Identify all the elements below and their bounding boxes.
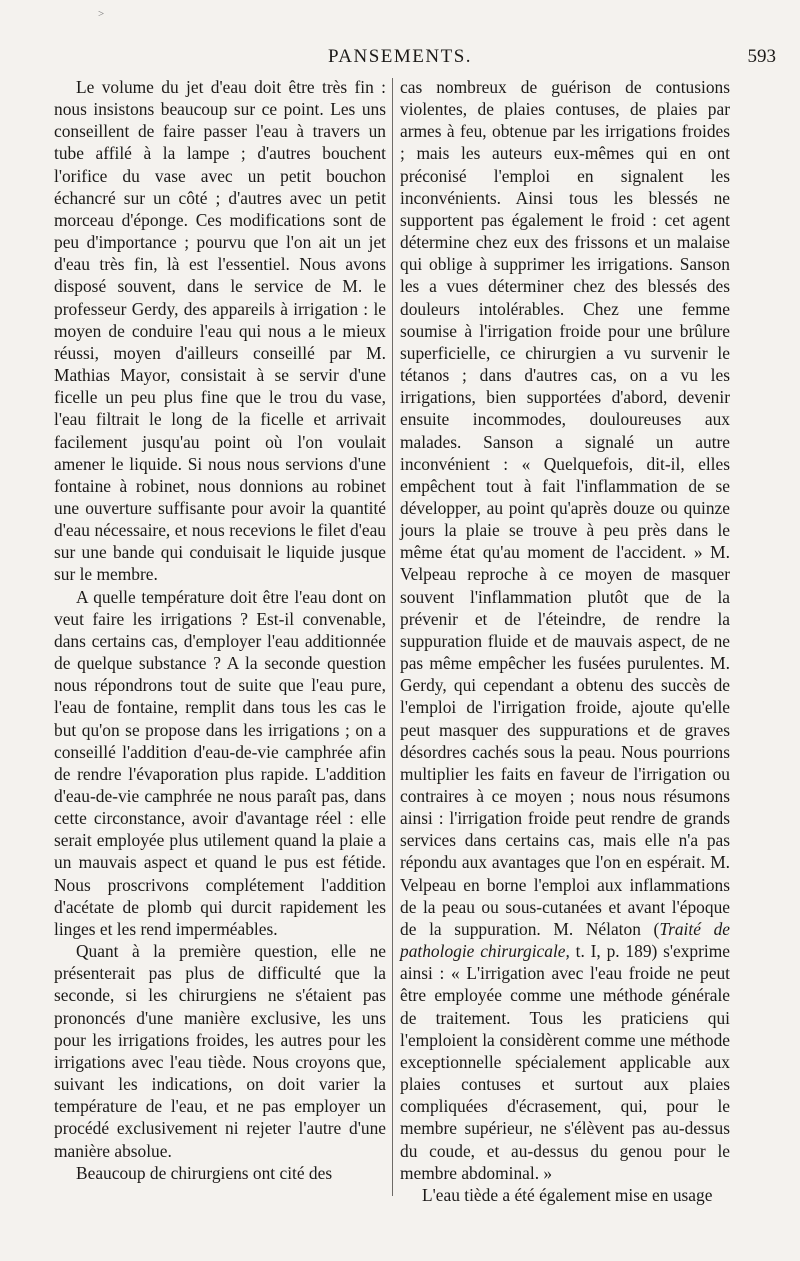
paragraph-first-question: Quant à la première question, elle ne présenterait pas plus de difficulté que la seconde, si les chirurgiens ne s'étaient pas prononcés d'une manière exclusive, les uns pour les irrigations froides, les autres pour les irrigations avec l'eau tiède. Nous croyons que, suivant les indications, on doit varier la température de l'eau, et ne pas employer un procédé exclusivement ni rejeter l'autre d'une manière absolue. [54,941,386,1161]
column-divider [392,78,393,1196]
paragraph-surgeons-cited: Beaucoup de chirurgiens ont cité des [76,1162,333,1183]
left-column [54,76,386,1201]
paragraph-cold-irrigation-cases [400,76,730,1184]
paragraph-temperature-question: A quelle température doit être l'eau dont on veut faire les irrigations ? Est-il convenable, dans certains cas, d'employer l'eau additionnée de quelque substance ? A la seconde question nous répondrons tout de suite que l'eau pure, l'eau de fontaine, remplit dans tous les cas le but qu'on se propose dans les irrigations ; on a conseillé l'addition d'eau-de-vie camphrée afin de rendre l'évaporation plus rapide. L'addition d'eau-de-vie camphrée ne nous paraît pas, dans cette circonstance, avoir d'avantage réel : elle serait employée plus utilement quand la plaie a un mauvais aspect et quand le pus est fétide. Nous proscrivons complétement l'addition d'acétate de plomb qui durcit rapidement les linges et les rend imperméables. [54,586,386,939]
margin-mark: ˃ [98,8,105,20]
page-number: 593 [747,46,776,67]
paragraph-text: cas nombreux de guérison de contusions violentes, de plaies contuses, de plaies par armes à feu, obtenue par les irrigations froides ; mais les auteurs eux-mêmes qui en ont préconisé l'emploi en signalent les inconvénients. Ainsi tous les blessés ne supportent pas également le froid : cet agent détermine chez eux des frissons et un malaise qui oblige à supprimer les irrigations. Sanson les a vues déterminer chez des blessés des douleurs intolérables. Chez une femme soumise à l'irrigation froide pour une brûlure superficielle, ce chirurgien a vu survenir le tétanos ; dans d'autres cas, on a vu les irrigations, bien supportées d'abord, devenir ensuite incommodes, douloureuses aux malades. Sanson a signalé un autre inconvénient : « Quelquefois, dit-il, elles empêchent tout à fait l'inflammation de se développer, au point qu'après douze ou quinze jours la plaie se trouve à peu près dans le même état qu'au moment de l'accident. » M. Velpeau reproche à ce moyen de masquer souvent l'inflammation plutôt que de la prévenir et de l'éteindre, de rendre la suppuration fluide et de mauvais aspect, de ne pas même empêcher les fusées purulentes. M. Gerdy, qui cependant a obtenu des succès de l'emploi de l'irrigation froide, ajoute qu'elle peut masquer des suppurations et de graves désordres cachés sous la peau. Nous pourrions multiplier les faits en faveur de l'irrigation ou contraires à ce moyen ; nous nous résumons ainsi : l'irrigation froide peut rendre de grands services dans certains cas, mais elle n'a pas répondu aux avantages que l'on en espérait. M. Velpeau en borne l'emploi aux inflammations de la peau ou sous-cutanées et avant l'époque de la suppuration. M. Nélaton ( [400,77,730,939]
cited-work-title: Traité de pathologie chirurgicale, [400,918,730,962]
paragraph-tepid-water: L'eau tiède a été également mise en usage [422,1184,713,1205]
running-title: PANSEMENTS. [327,46,473,67]
page-header [0,46,800,72]
right-column [400,76,730,1205]
paragraph-text-continued: t. I, p. 189) s'exprime ainsi : « L'irrigation avec l'eau froide ne peut être employée comme une méthode générale de traitement. Tous les praticiens qui l'emploient la considèrent comme une méthode exceptionnelle spécialement applicable aux plaies contuses et surtout aux plaies compliquées d'écrasement, qui, pour le membre supérieur, ne s'élèvent pas au-dessus du coude, et au-dessus du genou pour le membre abdominal. » [400,941,730,1183]
paragraph-jet-volume: Le volume du jet d'eau doit être très fin : nous insistons beaucoup sur ce point. Les uns conseillent de faire passer l'eau à travers un tube affilé à la lampe ; d'autres bouchent l'orifice du vase avec un petit bouchon échancré sur un côté ; d'autres avec un petit morceau d'éponge. Ces modifications sont de peu d'importance ; pourvu que l'on ait un jet d'eau très fin, là est l'essentiel. Nous avons disposé souvent, dans le service de M. le professeur Gerdy, des appareils à irrigation : le moyen de conduire l'eau qui nous a le mieux réussi, moyen d'ailleurs conseillé par M. Mathias Mayor, consistait à se servir d'une ficelle un peu plus fine que le trou du vase, l'eau filtrait le long de la ficelle et arrivait facilement jusqu'au point où l'on voulait amener le liquide. Si nous nous servions d'une fontaine à robinet, nous donnions au robinet une ouverture suffisante pour avoir la quantité d'eau nécessaire, et nous recevions le filet d'eau sur une bande qui conduisait le liquide jusque sur le membre. [54,77,386,585]
